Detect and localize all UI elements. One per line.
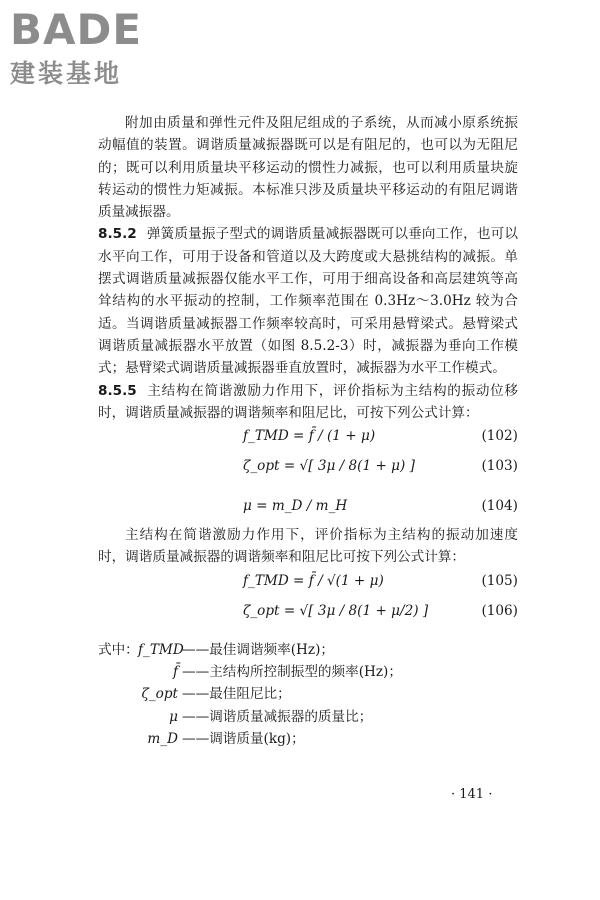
definition-text: ——最佳阻尼比； bbox=[182, 686, 291, 703]
definition-text: ——调谐质量减振器的质量比； bbox=[182, 708, 373, 725]
equation-103 bbox=[98, 454, 518, 494]
section-text: 主结构在简谐激励力作用下，评价指标为主结构的振动位移时，调谐质量减振器的调谐频率和阻尼比，可按下列公式计算： bbox=[98, 382, 518, 421]
section-number: 8.5.5 bbox=[98, 382, 137, 399]
equation-number: (102) bbox=[481, 428, 518, 445]
definition-text: ——调谐质量(kg)； bbox=[182, 730, 305, 747]
definition-row bbox=[98, 661, 518, 683]
definition-row bbox=[98, 639, 518, 661]
section-8-5-5 bbox=[98, 380, 518, 425]
equation-formula: f_TMD = f̄ / (1 + μ) bbox=[243, 428, 376, 445]
logo-wordmark: BADE bbox=[10, 5, 143, 54]
definition-row bbox=[98, 683, 518, 705]
acceleration-paragraph: 主结构在简谐激励力作用下，评价指标为主结构的振动加速度时，调谐质量减振器的调谐频率和阻尼比可按下列公式计算： bbox=[98, 527, 518, 566]
equation-formula: ζ_opt = √[ 3μ / 8(1 + μ) ] bbox=[243, 458, 415, 475]
equation-formula: ζ_opt = √[ 3μ / 8(1 + μ/2) ] bbox=[243, 602, 429, 619]
section-number: 8.5.2 bbox=[98, 226, 137, 243]
definition-text: ——主结构所控制振型的频率(Hz)； bbox=[182, 664, 402, 681]
intro-paragraph: 附加由质量和弹性元件及阻尼组成的子系统，从而减小原系统振动幅值的装置。调谐质量减振器既可以是有阻尼的，也可以为无阻尼的；既可以利用质量块平移运动的惯性力减振，也可以利用质量块旋转运动的惯性力矩减振。本标准只涉及质量块平移运动的有阻尼调谐质量减振器。 bbox=[98, 115, 518, 221]
equation-formula: f_TMD = f̄ / √(1 + μ) bbox=[243, 572, 384, 589]
equation-106 bbox=[98, 599, 518, 639]
equation-number: (106) bbox=[481, 602, 518, 619]
definition-row bbox=[98, 728, 518, 750]
document-body bbox=[98, 112, 518, 750]
equation-formula: μ = m_D / m_H bbox=[243, 498, 348, 515]
equation-105 bbox=[98, 569, 518, 599]
equation-104 bbox=[98, 494, 518, 524]
definition-row bbox=[98, 706, 518, 728]
definition-symbol: ζ_opt bbox=[141, 686, 178, 703]
equation-number: (104) bbox=[481, 498, 518, 515]
symbol-definitions bbox=[98, 639, 518, 750]
definition-symbol: f_TMD bbox=[138, 641, 184, 658]
equation-number: (105) bbox=[481, 572, 518, 589]
definition-lead: 式中： bbox=[98, 641, 139, 658]
section-8-5-2 bbox=[98, 223, 518, 379]
logo-subtitle: 建装基地 bbox=[10, 59, 123, 88]
definition-symbol: f̄ bbox=[172, 664, 178, 681]
definition-text: ——最佳调谐频率(Hz)； bbox=[182, 641, 334, 658]
bade-logo bbox=[10, 6, 180, 92]
page-number: · 141 · bbox=[451, 787, 493, 802]
definition-symbol: μ bbox=[169, 708, 178, 725]
section-text: 弹簧质量振子型式的调谐质量减振器既可以垂向工作，也可以水平向工作，可用于设备和管道以及大跨度或大悬挑结构的减振。单摆式调谐质量减振器仅能水平工作，可用于细高设备和高层建筑等高耸结构的水平振动的控制，工作频率范围在 0.3Hz～3.0Hz 较为合适。当调谐质量减振器工作频率较高时，可采用悬臂梁式。悬臂梁式调谐质量减振器水平放置（如图 8.5.2-3）时，减振器为垂向工作模式；悬臂梁式调谐质量减振器垂直放置时，减振器为水平工作模式。 bbox=[98, 226, 518, 377]
definition-symbol: m_D bbox=[147, 730, 178, 747]
equation-102 bbox=[98, 424, 518, 454]
equation-number: (103) bbox=[481, 458, 518, 475]
